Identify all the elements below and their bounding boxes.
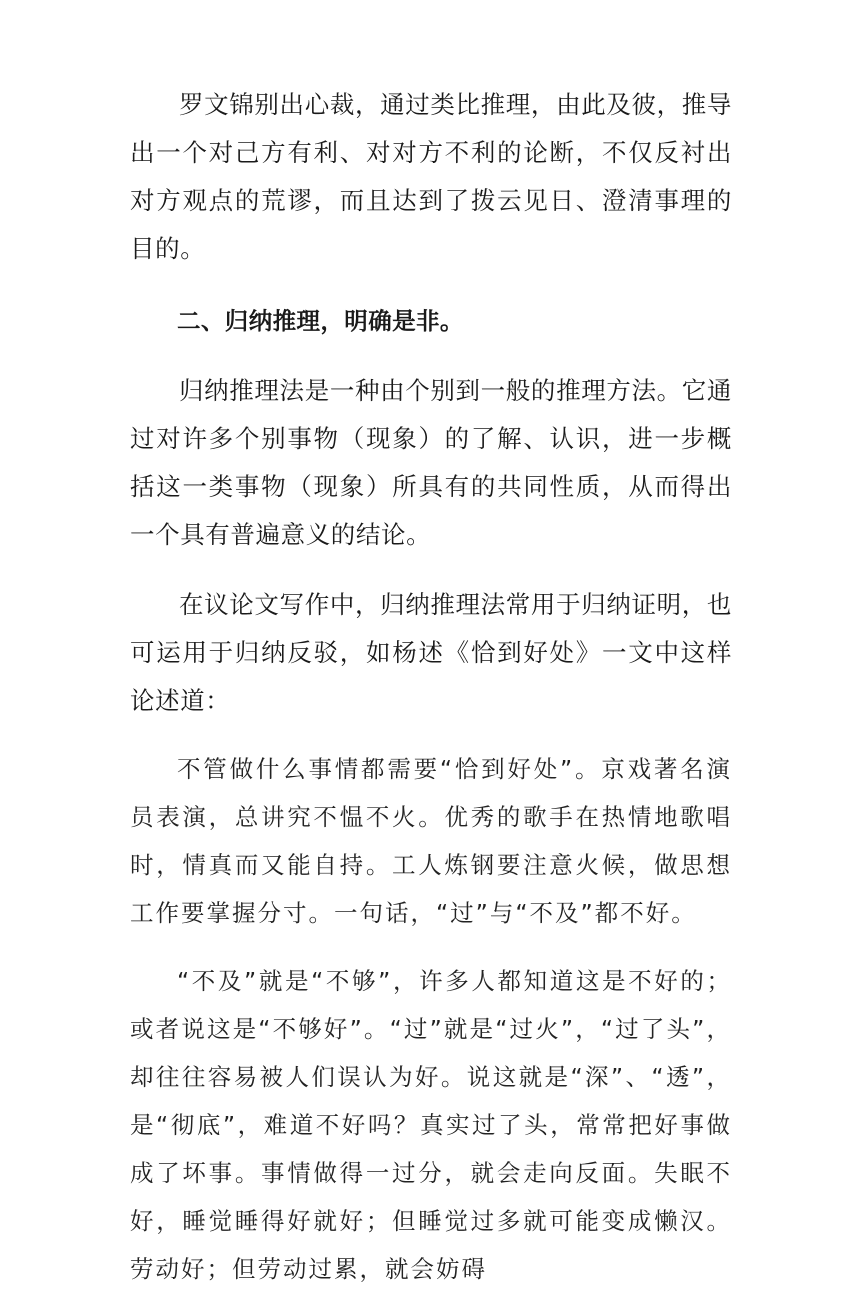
paragraph-spacer — [130, 345, 732, 367]
paragraph-induction-usage: 在议论文写作中，归纳推理法常用于归纳证明，也可运用于归纳反驳，如杨述《恰到好处》一文中这样论述道： — [130, 590, 732, 715]
quote-paragraph-2: “不及”就是“不够”，许多人都知道这是不好的；或者说这是“不够好”。“过”就是“过火”，“过了头”，却往往容易被人们误认为好。说这就是“深”、“透”，是“彻底”，难道不好吗？真实过了头，常常把好事做成了坏事。事情做得一过分，就会走向反面。失眠不好，睡觉睡得好就好；但睡觉过多就可能变成懒汉。劳动好；但劳动过累，就会妨碍 — [130, 967, 732, 1283]
document-body — [130, 81, 732, 1293]
paragraph-spacer — [130, 559, 732, 581]
paragraph-induction-definition: 归纳推理法是一种由个别到一般的推理方法。它通过对许多个别事物（现象）的了解、认识，进一步概括这一类事物（现象）所具有的共同性质，从而得出一个具有普遍意义的结论。 — [130, 376, 732, 549]
paragraph-analogy-conclusion: 罗文锦别出心裁，通过类比推理，由此及彼，推导出一个对己方有利、对对方不利的论断，不仅反衬出对方观点的荒谬，而且达到了拨云见日、澄清事理的目的。 — [130, 90, 732, 263]
paragraph-spacer — [130, 273, 732, 297]
quote-paragraph-1: 不管做什么事情都需要“恰到好处”。京戏著名演员表演，总讲究不愠不火。优秀的歌手在热情地歌唱时，情真而又能自持。工人炼钢要注意火候，做思想工作要掌握分寸。一句话，“过”与“不及”都不好。 — [130, 755, 732, 927]
paragraph-spacer — [130, 725, 732, 745]
section-heading-induction: 二、归纳推理，明确是非。 — [177, 307, 464, 335]
paragraph-spacer — [130, 937, 732, 957]
